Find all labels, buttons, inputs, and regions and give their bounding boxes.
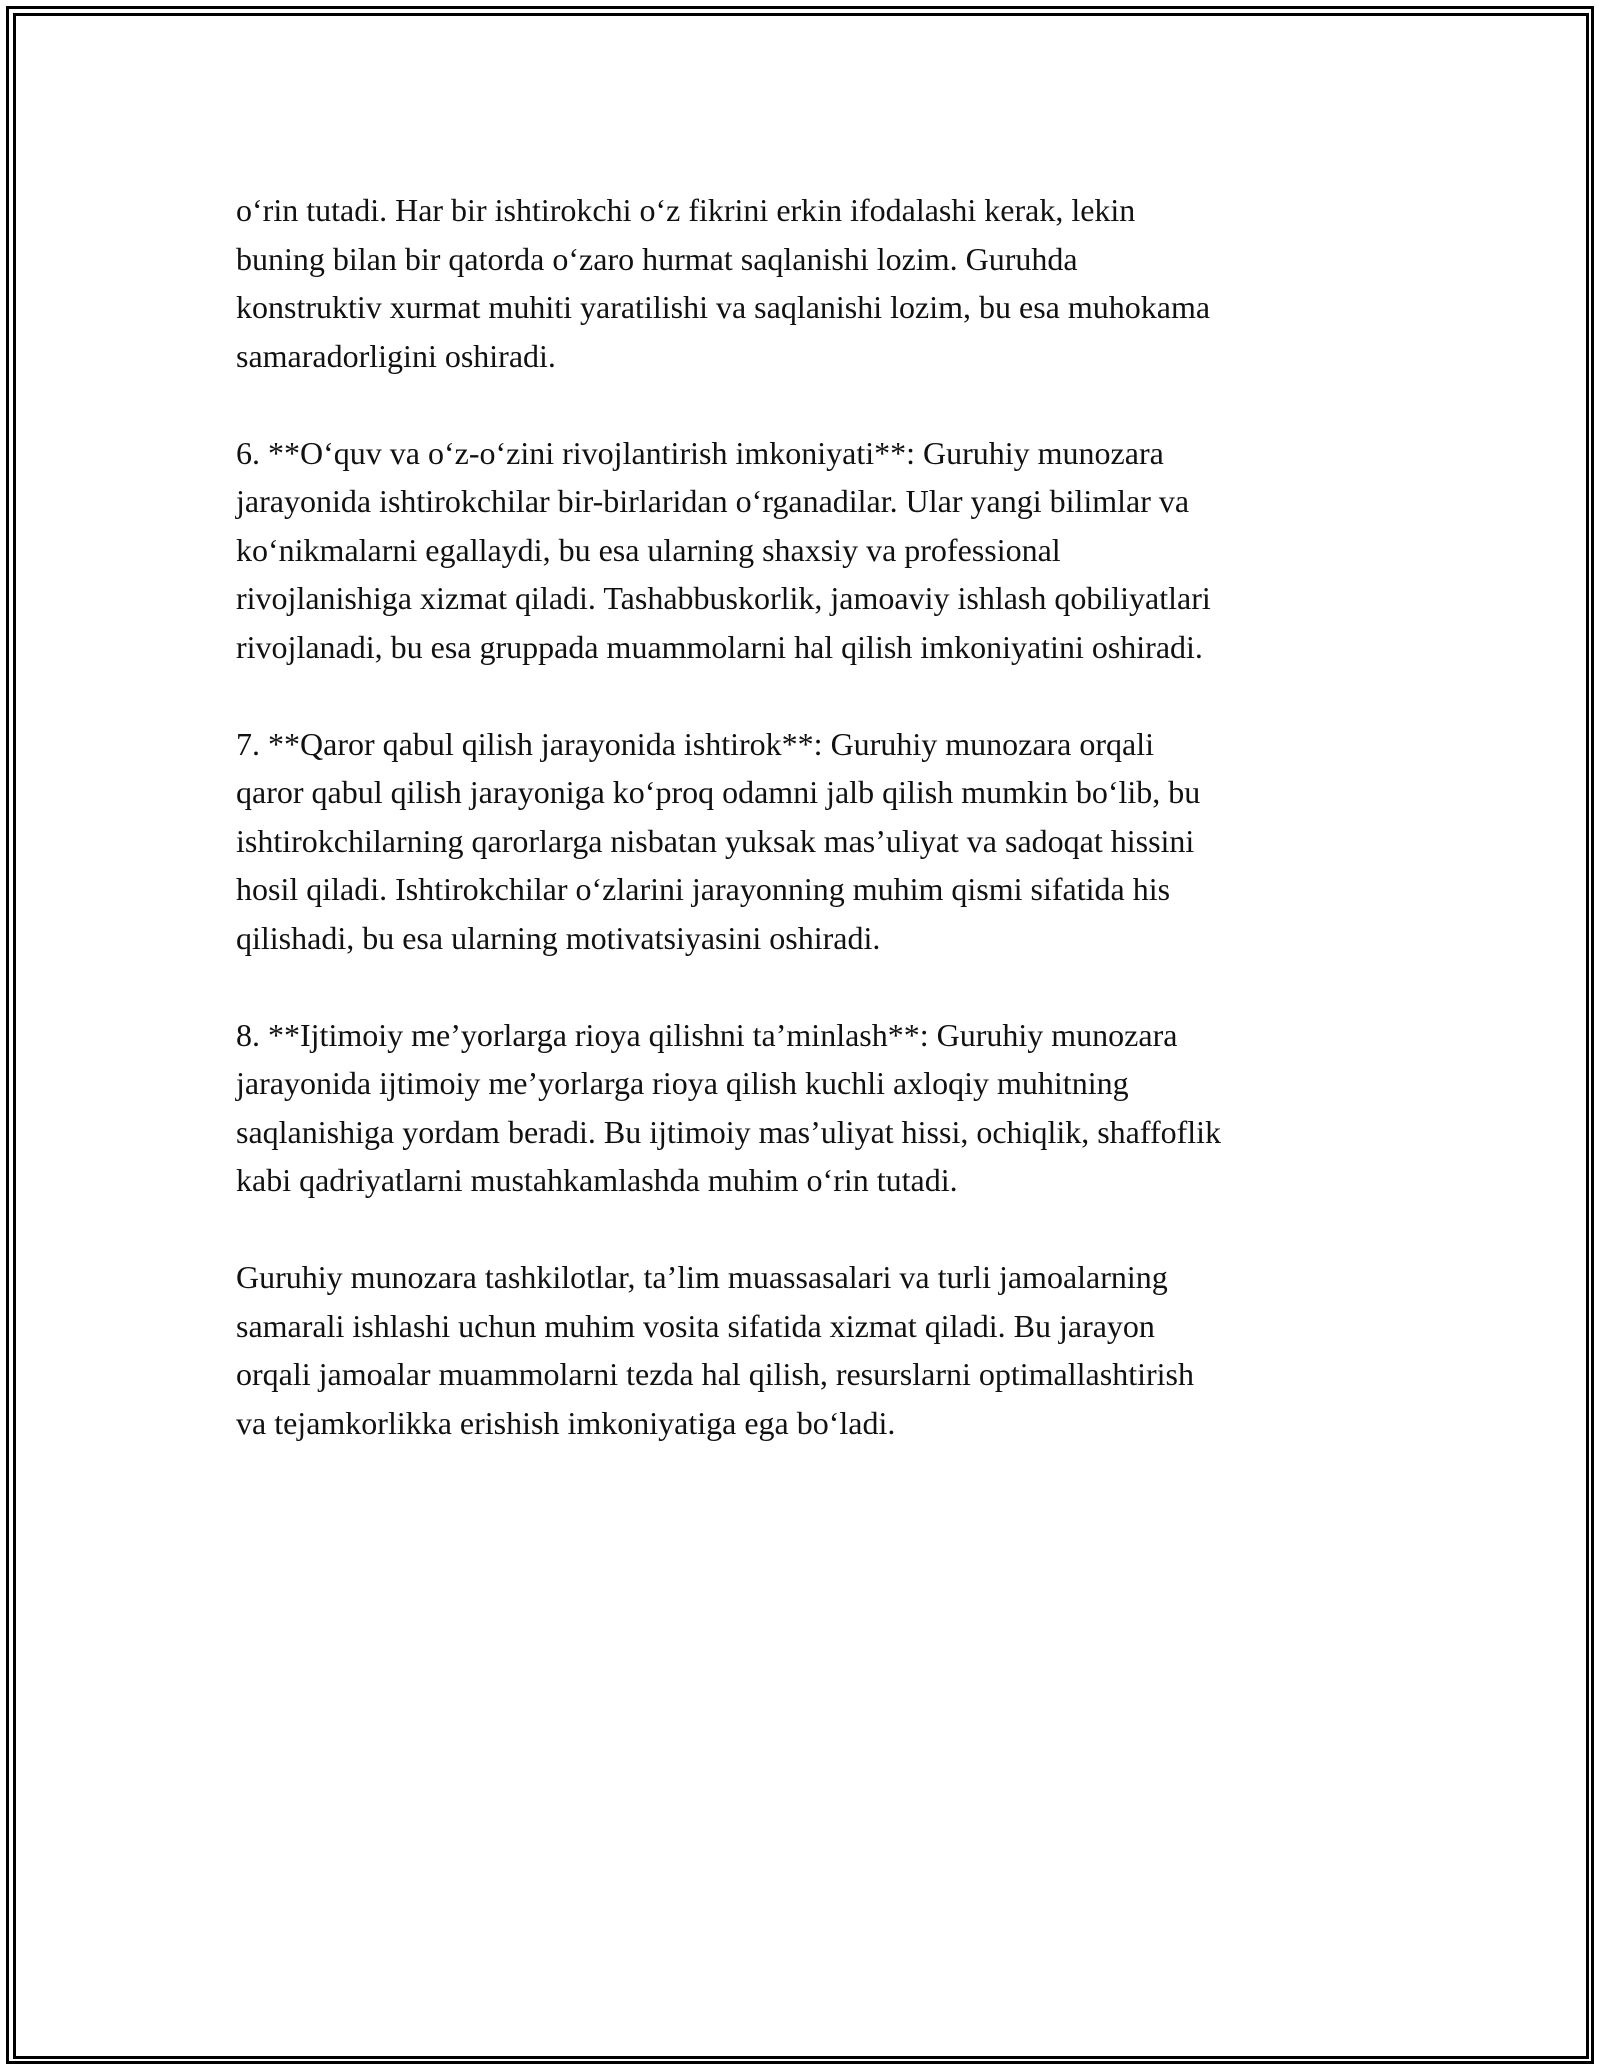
text-line: qaror qabul qilish jarayoniga ko‘proq odamni jalb qilish mumkin bo‘lib, bu — [236, 774, 1201, 810]
text-line: Guruhiy munozara tashkilotlar, ta’lim muassasalari va turli jamoalarning — [236, 1259, 1168, 1295]
paragraph-item-6 — [236, 429, 1386, 672]
text-line: va tejamkorlikka erishish imkoniyatiga ega bo‘ladi. — [236, 1404, 896, 1441]
text-line: ko‘nikmalarni egallaydi, bu esa ularning shaxsiy va professional — [236, 531, 1061, 568]
text-line: jarayonida ijtimoiy me’yorlarga rioya qilish kuchli axloqiy muhitning — [236, 1065, 1129, 1101]
text-line: o‘rin tutadi. Har bir ishtirokchi o‘z fikrini erkin ifodalashi kerak, lekin — [236, 192, 1136, 228]
paragraph-continuation — [236, 186, 1386, 380]
text-line: kabi qadriyatlarni mustahkamlashda muhim o‘rin tutadi. — [236, 1162, 958, 1198]
text-line: hosil qiladi. Ishtirokchilar o‘zlarini jarayonning muhim qismi sifatida his — [236, 871, 1171, 907]
paragraph-item-8 — [236, 1011, 1386, 1205]
paragraph-item-7 — [236, 720, 1386, 963]
text-line: samaradorligini oshiradi. — [236, 337, 556, 374]
text-line: ishtirokchilarning qarorlarga nisbatan yuksak mas’uliyat va sadoqat hissini — [236, 822, 1195, 859]
text-line: buning bilan bir qatorda o‘zaro hurmat saqlanishi lozim. Guruhda — [236, 240, 1078, 277]
text-line: qilishadi, bu esa ularning motivatsiyasini oshiradi. — [236, 919, 881, 956]
text-line: jarayonida ishtirokchilar bir-birlaridan o‘rganadilar. Ular yangi bilimlar va — [236, 483, 1190, 519]
document-body — [236, 186, 1386, 1496]
text-line: orqali jamoalar muammolarni tezda hal qilish, resurslarni optimallashtirish — [236, 1356, 1194, 1392]
text-line: rivojlanishiga xizmat qiladi. Tashabbuskorlik, jamoaviy ishlash qobiliyatlari — [236, 580, 1211, 616]
text-line: 7. **Qaror qabul qilish jarayonida ishtirok**: Guruhiy munozara orqali — [236, 725, 1155, 762]
text-line: samarali ishlashi uchun muhim vosita sifatida xizmat qiladi. Bu jarayon — [236, 1307, 1155, 1344]
text-line: saqlanishiga yordam beradi. Bu ijtimoiy mas’uliyat hissi, ochiqlik, shaffoflik — [236, 1113, 1222, 1150]
text-line: 6. **O‘quv va o‘z-o‘zini rivojlantirish imkoniyati**: Guruhiy munozara — [236, 434, 1164, 471]
text-line: konstruktiv xurmat muhiti yaratilishi va saqlanishi lozim, bu esa muhokama — [236, 289, 1211, 325]
text-line: rivojlanadi, bu esa gruppada muammolarni hal qilish imkoniyatini oshiradi. — [236, 628, 1203, 665]
paragraph-conclusion — [236, 1253, 1386, 1447]
text-line: 8. **Ijtimoiy me’yorlarga rioya qilishni ta’minlash**: Guruhiy munozara — [236, 1016, 1178, 1053]
